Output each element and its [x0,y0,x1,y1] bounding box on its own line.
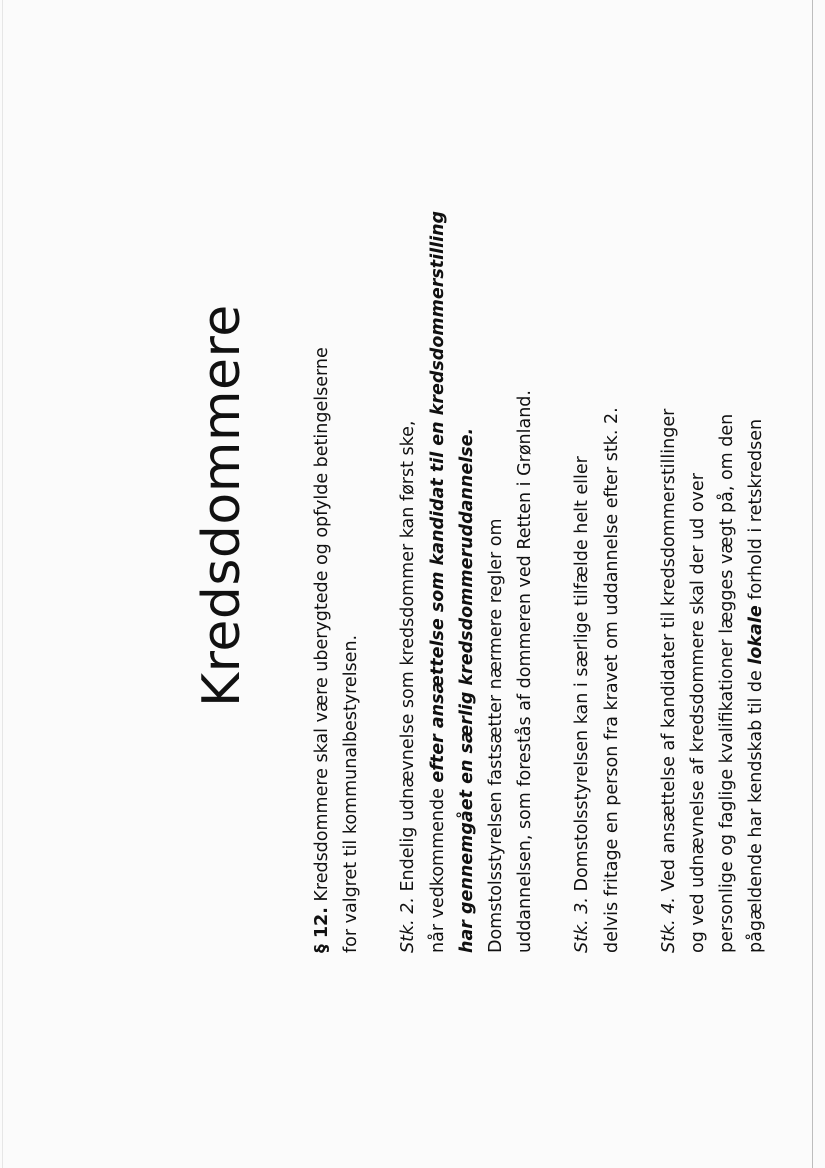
stk-2-text-1: Endelig udnævnelse som kredsdommer kan først ske, [398,420,419,898]
stk-3-ref: Stk. 3. [572,897,593,953]
section-ref: § 12. [312,907,332,953]
stk-4-ref: Stk. 4. [658,897,679,953]
scan-edge-left [2,0,3,1168]
paragraph-stk-4 [655,93,772,953]
stk-2-ref: Stk. 2. [398,897,419,953]
stk-2-line-5: uddannelsen, som forestås af dommeren ved Retten i Grønland. [515,390,536,953]
stk-3-line-1 [568,93,597,953]
scan-edge-right [812,0,813,1168]
paragraph-12-line-2: for valgret til kommunalbestyrelsen. [341,634,362,953]
stk-2-emphasis-1: efter ansættelse som kandidat til en kredsdommerstilling [427,210,448,783]
stk-2-line-1 [394,93,423,953]
stk-2-text-2: når vedkommende [427,782,448,953]
stk-3-text-1: Domstolsstyrelsen kan i særlige tilfælde helt eller [572,456,593,898]
stk-4-text-4a: pågældende har kendskab til de [746,664,767,953]
body-text [308,93,800,953]
page-title: Kredsdommere [192,304,252,707]
stk-4-line-3: personlige og faglige kvalifikationer lægges vægt på, om den [717,413,738,953]
stk-4-line-4 [742,93,771,953]
stk-2-line-2 [424,93,453,953]
rotated-slide [112,79,767,1089]
stk-4-emphasis: lokale [746,605,767,665]
paragraph-12 [308,93,366,953]
paragraph-12-text-1: Kredsdommere skal være uberygtede og opfylde betingelserne [312,347,332,908]
slide-content [112,79,767,1089]
paragraph-stk-3 [568,93,626,953]
stk-3-line-2: delvis fritage en person fra kravet om uddannelse efter stk. 2. [601,407,622,953]
stk-2-emphasis-2: har gennemgået en særlig kredsdommeruddannelse. [456,427,477,953]
stk-4-line-1 [655,93,684,953]
stk-4-line-2: og ved udnævnelse af kredsdommere skal der ud over [688,473,709,953]
stk-4-text-4b: forhold i retskredsen [746,418,767,606]
paragraph-stk-2 [394,93,540,953]
stk-2-line-4: Domstolsstyrelsen fastsætter nærmere regler om [486,518,507,953]
paragraph-12-line-1 [308,93,337,953]
stk-4-text-1: Ved ansættelse af kandidater til kredsdommerstillinger [658,408,679,898]
